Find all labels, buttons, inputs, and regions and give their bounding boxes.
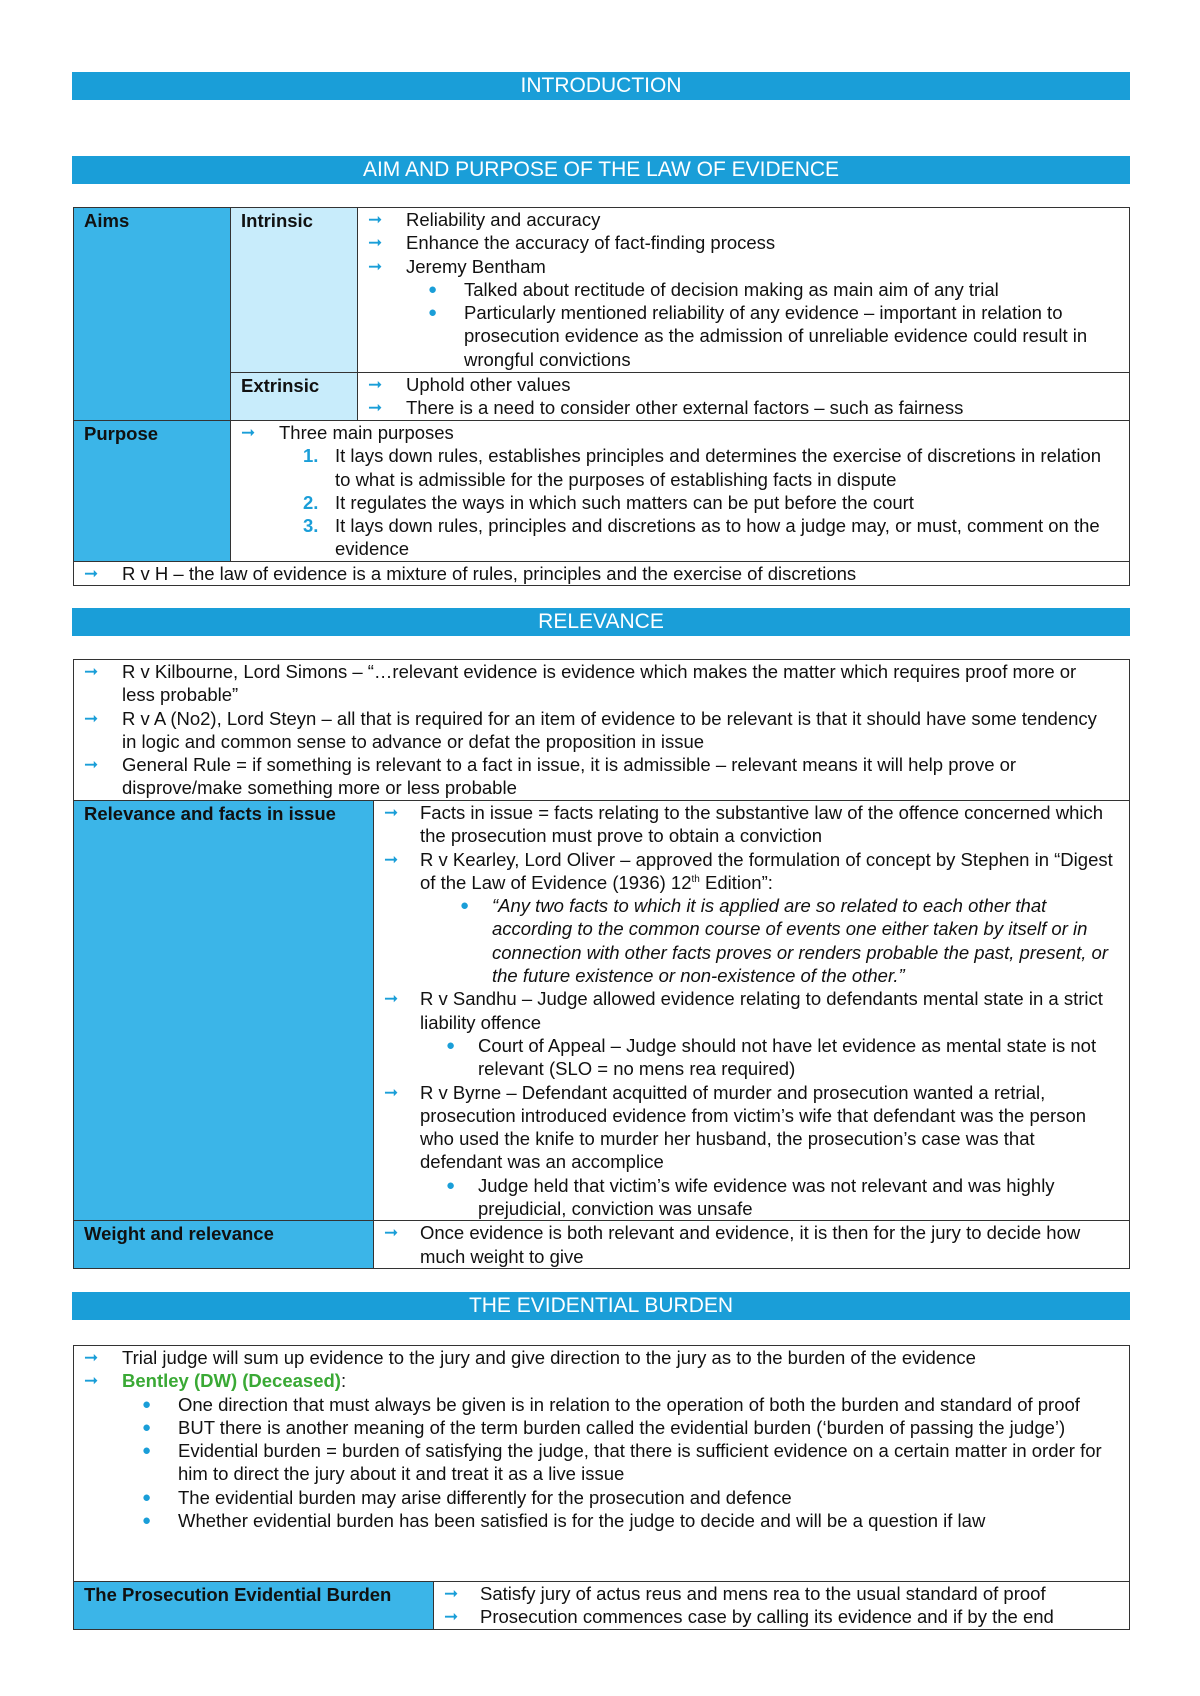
section-banner-relevance: RELEVANCE: [72, 608, 1130, 636]
list-item: ➞ Enhance the accuracy of fact-finding process: [368, 232, 776, 254]
list-item: ➞ General Rule = if something is relevant to a fact in issue, it is admissible – relevant means it will help prove or disprove/make something more or less probable: [84, 754, 1017, 799]
weight-relevance-label: Weight and relevance: [74, 1221, 374, 1269]
facts-in-issue-label: Relevance and facts in issue: [74, 801, 374, 1221]
intrinsic-label: Intrinsic: [231, 208, 358, 373]
extrinsic-content: [358, 373, 1130, 421]
list-item: ➞ Three main purposes: [241, 422, 454, 443]
list-item: ➞ Prosecution commences case by calling its evidence and if by the end: [444, 1606, 1054, 1628]
list-item: ➞ R v Kearley, Lord Oliver – approved the formulation of concept by Stephen in “Digest of the Law of Evidence (1936) 12th Edition”:: [384, 848, 1113, 893]
list-item: ➞ Bentley (DW) (Deceased):: [84, 1370, 347, 1392]
list-item: ● The evidential burden may arise differently for the prosecution and defence: [142, 1486, 792, 1508]
list-item: ➞ R v H – the law of evidence is a mixture of rules, principles and the exercise of discretions: [84, 563, 857, 584]
list-item: ● Whether evidential burden has been satisfied is for the judge to decide and will be a question if law: [142, 1510, 986, 1532]
relevance-top: [74, 660, 1130, 801]
list-item: ➞ Jeremy Bentham: [368, 255, 546, 277]
list-item: ● Talked about rectitude of decision making as main aim of any trial: [428, 278, 999, 300]
list-item: ● BUT there is another meaning of the term burden called the evidential burden (‘burden of passing the judge’): [142, 1416, 1066, 1438]
list-item: 3. It lays down rules, principles and discretions as to how a judge may, or must, comment on the evidence: [303, 515, 1100, 560]
purpose-content: [231, 421, 1130, 562]
prosecution-burden-label: The Prosecution Evidential Burden: [74, 1582, 434, 1630]
aim-purpose-table: [73, 207, 1130, 586]
section-banner-burden: THE EVIDENTIAL BURDEN: [72, 1292, 1130, 1320]
list-item: ➞ R v A (No2), Lord Steyn – all that is required for an item of evidence to be relevant is that it should have some tendency in logic and common sense to advance or defat the proposition in issue: [84, 707, 1097, 752]
list-item: ➞ R v Kilbourne, Lord Simons – “…relevant evidence is evidence which makes the matter which requires proof more or less probable”: [84, 661, 1077, 706]
intrinsic-content: [358, 208, 1130, 373]
list-item: ➞ Trial judge will sum up evidence to the jury and give direction to the jury as to the burden of the evidence: [84, 1347, 976, 1368]
list-item: ➞ Uphold other values: [368, 374, 571, 395]
list-item: ● Particularly mentioned reliability of any evidence – important in relation to prosecution evidence as the admission of unreliable evidence could result in wrongful convictions: [428, 302, 1088, 370]
list-item: 2. It regulates the ways in which such matters can be put before the court: [303, 491, 914, 513]
list-item: ➞ There is a need to consider other external factors – such as fairness: [368, 397, 964, 419]
burden-top: [74, 1346, 1130, 1582]
weight-relevance-content: [374, 1221, 1130, 1269]
aims-label: Aims: [74, 208, 231, 421]
list-item: 1. It lays down rules, establishes principles and determines the exercise of discretions in relation to what is admissible for the purposes of establishing facts in dispute: [303, 445, 1102, 490]
list-item: ➞ R v Byrne – Defendant acquitted of murder and prosecution wanted a retrial, prosecution introduced evidence from victim’s wife that defendant was the person who used the knife to murder her husband, the prosecution’s case was that defendant was an accomplice: [384, 1081, 1087, 1173]
prosecution-burden-content: [434, 1582, 1130, 1630]
section-banner-introduction: INTRODUCTION: [72, 72, 1130, 100]
rvh-row: [74, 562, 1130, 586]
list-item: ● Evidential burden = burden of satisfying the judge, that there is sufficient evidence on a certain matter in order for him to direct the jury about it and treat it as a live issue: [142, 1440, 1102, 1485]
list-item: ➞ R v Sandhu – Judge allowed evidence relating to defendants mental state in a strict liability offence: [384, 988, 1103, 1033]
burden-table: [73, 1345, 1130, 1630]
list-item: ➞ Facts in issue = facts relating to the substantive law of the offence concerned which the prosecution must prove to obtain a conviction: [384, 802, 1104, 847]
facts-in-issue-content: [374, 801, 1130, 1221]
list-item: ● Court of Appeal – Judge should not have let evidence as mental state is not relevant (SLO = no mens rea required): [446, 1034, 1097, 1080]
list-item: ➞ Once evidence is both relevant and evidence, it is then for the jury to decide how much weight to give: [384, 1222, 1081, 1267]
case-name: Bentley (DW) (Deceased): [122, 1370, 341, 1392]
section-banner-aim: AIM AND PURPOSE OF THE LAW OF EVIDENCE: [72, 156, 1130, 184]
list-item: ➞ Reliability and accuracy: [368, 209, 601, 230]
relevance-table: [73, 659, 1130, 1269]
list-item: ➞ Satisfy jury of actus reus and mens rea to the usual standard of proof: [444, 1583, 1046, 1604]
list-item: ● “Any two facts to which it is applied are so related to each other that according to the common course of events one either taken by itself or in connection with other facts proves or renders probable the past, present, or the future existence or non-existence of the other.”: [460, 895, 1108, 987]
list-item: ● Judge held that victim’s wife evidence was not relevant and was highly prejudicial, conviction was unsafe: [446, 1174, 1055, 1220]
extrinsic-label: Extrinsic: [231, 373, 358, 421]
list-item: ● One direction that must always be given is in relation to the operation of both the burden and standard of proof: [142, 1393, 1080, 1415]
purpose-label: Purpose: [74, 421, 231, 562]
